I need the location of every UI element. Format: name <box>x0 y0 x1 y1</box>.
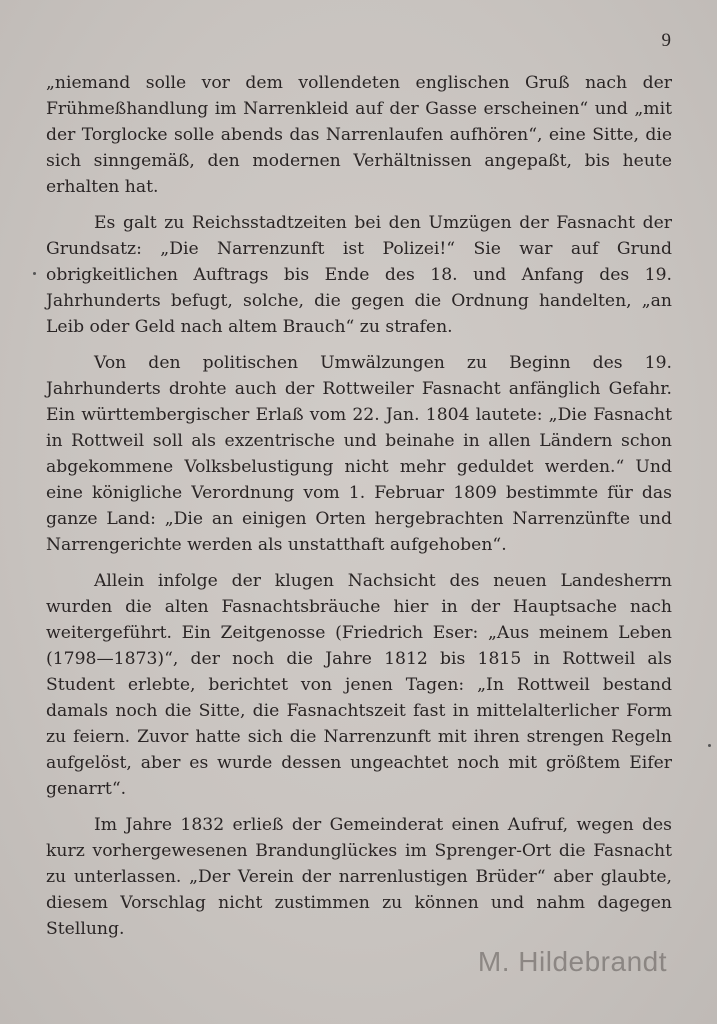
paragraph-1: „niemand solle vor dem vollendeten englischen Gruß nach der Frühmeßhandlung im Narrenkleid auf der Gasse erscheinen“ und „mit der Torglocke solle abends das Narrenlaufen aufhören“, eine Sitte, die sich sinngemäß, den modernen Verhältnissen angepaßt, bis heute erhalten hat. <box>46 73 672 197</box>
paragraph-2: Es galt zu Reichsstadtzeiten bei den Umzügen der Fasnacht der Grundsatz: „Die Narrenzunft ist Polizei!“ Sie war auf Grund obrigkeitlichen Auftrags bis Ende des 18. und Anfang des 19. Jahrhunderts befugt, solche, die gegen die Ordnung handelten, „an Leib oder Geld nach altem Brauch“ zu strafen. <box>46 213 672 337</box>
paragraph-4: Allein infolge der klugen Nachsicht des neuen Landesherrn wurden die alten Fasnachtsbräuche hier in der Hauptsache nach weitergeführt. Ein Zeitgenosse (Friedrich Eser: „Aus meinem Leben (1798—1873)“, der noch die Jahre 1812 bis 1815 in Rottweil als Student erlebte, berichtet von jenen Tagen: „In Rottweil bestand damals noch die Sitte, die Fasnachtszeit fast in mittelalterlicher Form zu feiern. Zuvor hatte sich die Narrenzunft mit ihren strengen Regeln aufgelöst, aber es wurde dessen ungeachtet noch mit größtem Eifer genarrt“. <box>46 571 672 799</box>
print-speck <box>708 744 711 747</box>
paragraph-5: Im Jahre 1832 erließ der Gemeinderat einen Aufruf, wegen des kurz vorhergewesenen Brandunglückes im Sprenger-Ort die Fasnacht zu unterlassen. „Der Verein der narrenlustigen Brüder“ aber glaubte, diesem Vorschlag nicht zustimmen zu können und nahm dagegen Stellung. <box>46 815 672 939</box>
body-text <box>46 70 672 952</box>
watermark: M. Hildebrandt <box>477 946 667 977</box>
page-number: 9 <box>661 30 671 51</box>
print-speck <box>33 272 36 275</box>
paragraph-3: Von den politischen Umwälzungen zu Beginn des 19. Jahrhunderts drohte auch der Rottweiler Fasnacht anfänglich Gefahr. Ein württembergischer Erlaß vom 22. Jan. 1804 lautete: „Die Fasnacht in Rottweil soll als exzentrische und beinahe in allen Ländern schon abgekommene Volksbelustigung nicht mehr geduldet werden.“ Und eine königliche Verordnung vom 1. Februar 1809 bestimmte für das ganze Land: „Die an einigen Orten hergebrachten Narrenzünfte und Narrengerichte werden als unstatthaft aufgehoben“. <box>46 353 672 555</box>
